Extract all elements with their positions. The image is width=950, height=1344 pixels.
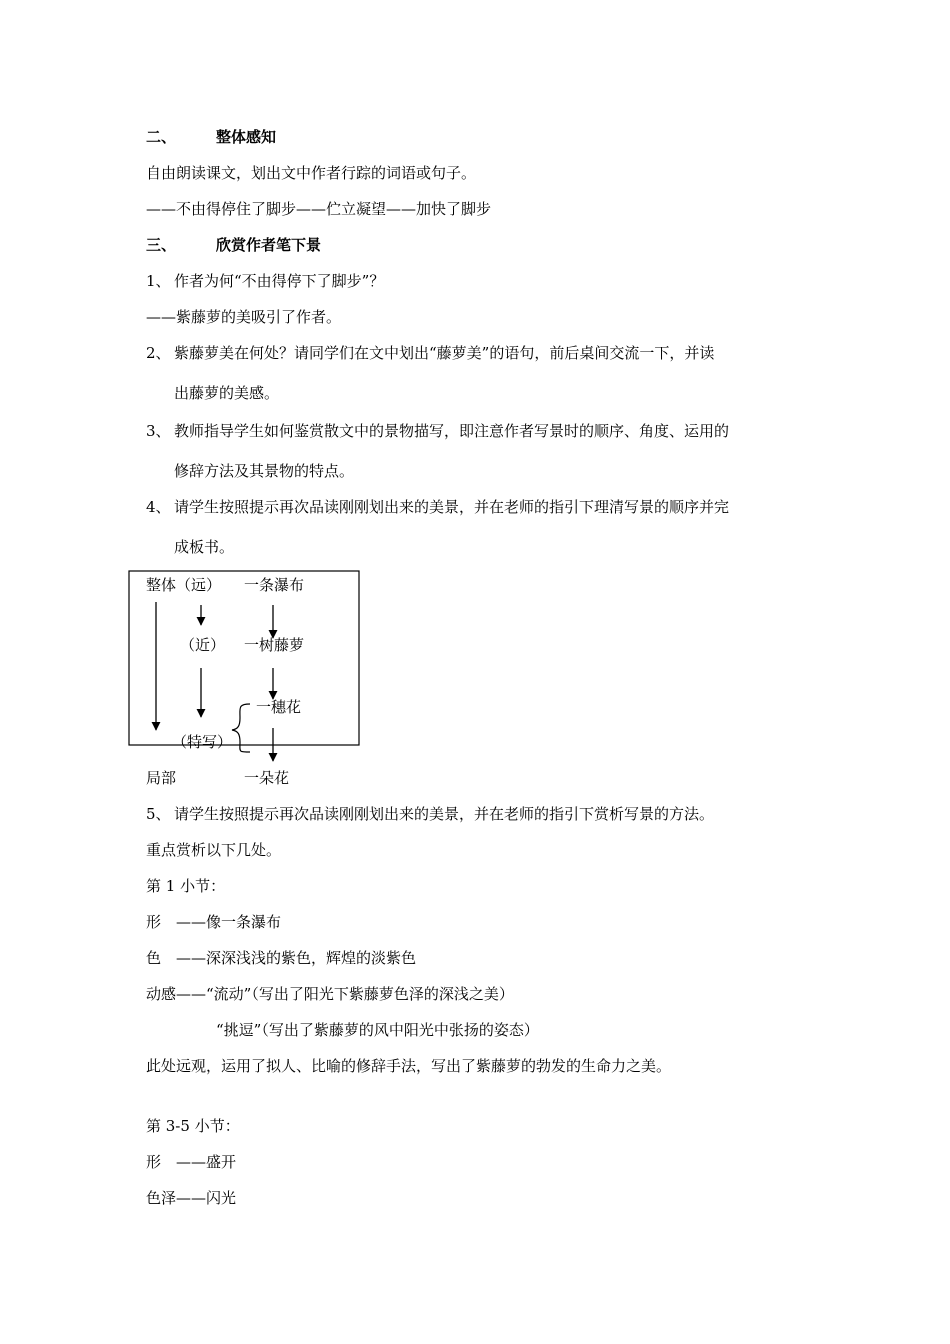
section2-title: 整体感知: [216, 128, 277, 146]
board-closeup: （特写）: [172, 733, 233, 751]
focus-text: 重点赏析以下几处。: [146, 841, 282, 859]
item-1-text: 作者为何“不由得停下了脚步”？: [174, 272, 385, 290]
item-2-number: 2、: [146, 344, 171, 362]
section3-title: 欣赏作者笔下景: [216, 236, 322, 254]
item-2-line2: 出藤萝的美感。: [174, 384, 280, 402]
section2-instruction: 自由朗读课文，划出文中作者行踪的词语或句子。: [146, 164, 477, 182]
item-4: [146, 497, 729, 517]
item-5: [146, 804, 714, 824]
para35-shape: 形 ——盛开: [146, 1153, 237, 1171]
board-local: 局部: [146, 769, 177, 787]
item-3-line1: 教师指导学生如何鉴赏散文中的景物描写，即注意作者写景时的顺序、角度、运用的: [174, 422, 730, 440]
para1-color: 色 ——深深浅浅的紫色，辉煌的淡紫色: [146, 949, 417, 967]
section3-heading: [146, 235, 321, 255]
item-5-text: 请学生按照提示再次品读刚刚划出来的美景，并在老师的指引下赏析写景的方法。: [174, 805, 715, 823]
item-4-number: 4、: [146, 498, 171, 516]
section2-answer: ——不由得停住了脚步——伫立凝望——加快了脚步: [146, 200, 492, 218]
para1-heading: 第 1 小节：: [146, 877, 226, 895]
board-whole-far: 整体（远）: [146, 576, 222, 594]
section2-number: 二、: [146, 128, 177, 146]
item-1-answer: ——紫藤萝的美吸引了作者。: [146, 308, 342, 326]
item-3: [146, 421, 729, 441]
section2-heading: [146, 127, 276, 147]
para1-summary: 此处远观，运用了拟人、比喻的修辞手法，写出了紫藤萝的勃发的生命力之美。: [146, 1057, 672, 1075]
item-1-number: 1、: [146, 272, 171, 290]
board-tree: 一树藤萝: [244, 636, 305, 654]
section3-number: 三、: [146, 236, 177, 254]
item-3-number: 3、: [146, 422, 171, 440]
item-3-line2: 修辞方法及其景物的特点。: [174, 462, 355, 480]
para1-shape: 形 ——像一条瀑布: [146, 913, 282, 931]
board-waterfall: 一条瀑布: [244, 576, 305, 594]
board-spike: 一穗花: [256, 698, 302, 716]
para35-heading: 第 3-5 小节：: [146, 1117, 240, 1135]
board-frame: [129, 571, 359, 745]
para1-motion-tease: “挑逗”（写出了紫藤萝的风中阳光中张扬的姿态）: [216, 1021, 539, 1039]
para35-color: 色泽——闪光: [146, 1189, 237, 1207]
item-5-number: 5、: [146, 805, 171, 823]
item-1: [146, 271, 384, 291]
brace: [232, 704, 250, 752]
para1-motion-flow: 动感——“流动”（写出了阳光下紫藤萝色泽的深浅之美）: [146, 985, 514, 1003]
item-4-line2: 成板书。: [174, 538, 235, 556]
item-2: [146, 343, 714, 363]
item-2-line1: 紫藤萝美在何处？请同学们在文中划出“藤萝美”的语句，前后桌间交流一下，并读: [174, 344, 715, 362]
item-4-line1: 请学生按照提示再次品读刚刚划出来的美景，并在老师的指引下理清写景的顺序并完: [174, 498, 730, 516]
board-near: （近）: [180, 636, 226, 654]
board-flower: 一朵花: [244, 769, 290, 787]
